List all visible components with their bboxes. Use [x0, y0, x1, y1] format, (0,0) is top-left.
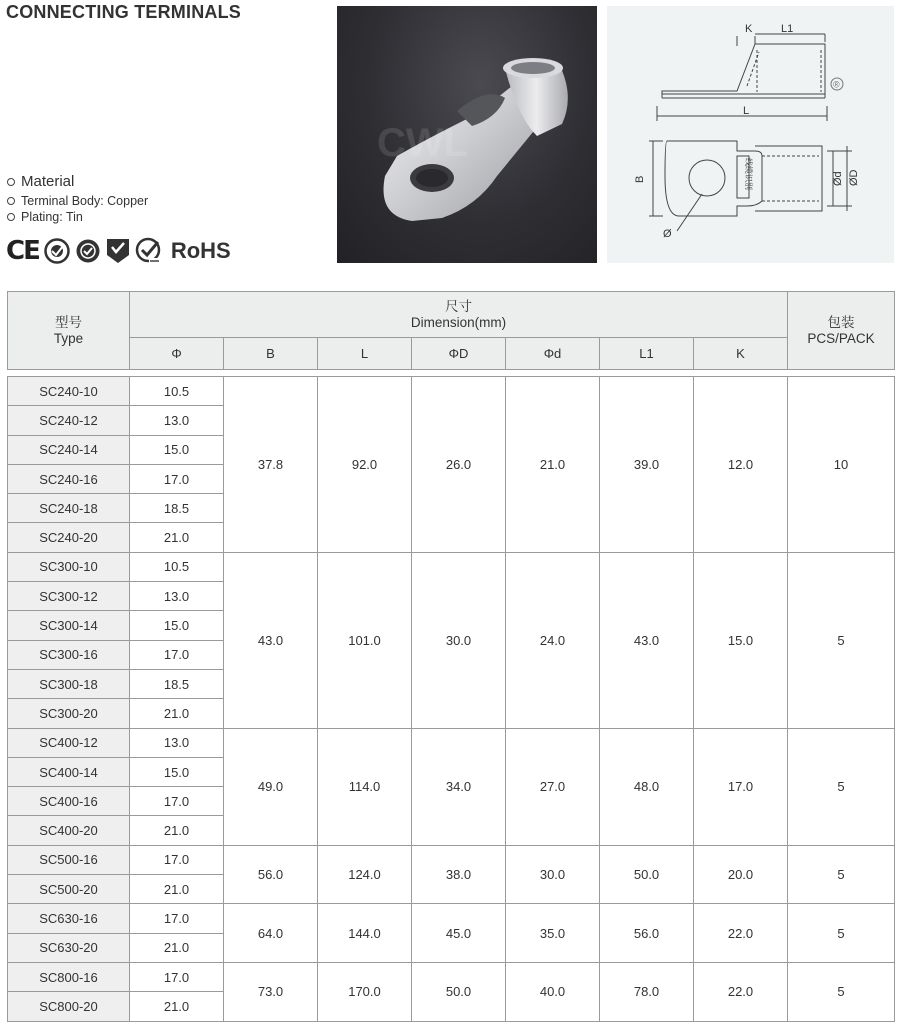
cell-type: SC240-16	[8, 464, 130, 493]
cell-k: 22.0	[694, 904, 788, 963]
table-header	[8, 292, 895, 377]
material-item-body: Terminal Body: Copper	[21, 194, 149, 208]
material-list	[7, 173, 148, 226]
cell-phi: 13.0	[130, 582, 224, 611]
cell-phi: 21.0	[130, 699, 224, 728]
cell-phi-d: 21.0	[506, 377, 600, 553]
table-body	[8, 377, 895, 1022]
quality-seal-logo	[75, 238, 101, 264]
cell-type: SC500-16	[8, 845, 130, 874]
cell-b: 43.0	[224, 552, 318, 728]
page-title: CONNECTING TERMINALS	[6, 2, 241, 22]
cell-phi: 18.5	[130, 669, 224, 698]
label-b: B	[634, 175, 646, 183]
cell-pack: 5	[788, 962, 895, 1021]
cell-type: SC400-14	[8, 757, 130, 786]
cell-type: SC300-20	[8, 699, 130, 728]
bullet-icon	[7, 213, 15, 221]
label-phi-d-small: Ød	[832, 171, 844, 186]
cell-l: 124.0	[318, 845, 412, 904]
cell-phi: 21.0	[130, 933, 224, 962]
cell-type: SC300-14	[8, 611, 130, 640]
cell-phi: 13.0	[130, 406, 224, 435]
cell-type: SC500-20	[8, 875, 130, 904]
material-item	[7, 210, 148, 224]
cell-phi: 17.0	[130, 845, 224, 874]
rohs-logo: RoHS	[170, 238, 231, 263]
label-l1: L1	[781, 23, 794, 35]
table-row	[8, 728, 895, 757]
cell-k: 17.0	[694, 728, 788, 845]
cell-l: 92.0	[318, 377, 412, 553]
material-item-plating: Plating: Tin	[21, 210, 83, 224]
cell-type: SC400-12	[8, 728, 130, 757]
cell-phi: 10.5	[130, 552, 224, 581]
cell-l1: 78.0	[600, 962, 694, 1021]
cell-l: 170.0	[318, 962, 412, 1021]
cell-pack: 5	[788, 904, 895, 963]
watermark-logo: CWL	[377, 121, 469, 165]
cell-type: SC400-20	[8, 816, 130, 845]
cell-type: SC630-16	[8, 904, 130, 933]
cell-phi-d: 24.0	[506, 552, 600, 728]
cell-k: 20.0	[694, 845, 788, 904]
cell-l1: 43.0	[600, 552, 694, 728]
cell-phi-d: 30.0	[506, 845, 600, 904]
cell-phi-D: 34.0	[412, 728, 506, 845]
cell-phi: 17.0	[130, 640, 224, 669]
dimension-header-cn: 尺寸	[445, 298, 472, 314]
ce-mark-logo: CE	[6, 236, 39, 266]
label-l: L	[743, 105, 750, 117]
cell-phi: 17.0	[130, 962, 224, 991]
cell-k: 22.0	[694, 962, 788, 1021]
certification-logos	[6, 236, 236, 266]
cell-l: 114.0	[318, 728, 412, 845]
product-photo	[337, 6, 597, 263]
cell-b: 56.0	[224, 845, 318, 904]
cell-phi-D: 50.0	[412, 962, 506, 1021]
spec-table	[7, 291, 895, 1022]
cell-pack: 5	[788, 552, 895, 728]
cell-phi-d: 27.0	[506, 728, 600, 845]
column-header-b: B	[224, 338, 318, 370]
cell-phi: 15.0	[130, 757, 224, 786]
cell-k: 15.0	[694, 552, 788, 728]
table-row	[8, 377, 895, 406]
cell-type: SC300-12	[8, 582, 130, 611]
cell-phi: 10.5	[130, 377, 224, 406]
cell-type: SC800-20	[8, 992, 130, 1021]
table-row	[8, 904, 895, 933]
cell-phi-d: 40.0	[506, 962, 600, 1021]
label-phi-hole: Ø	[663, 228, 672, 240]
cell-b: 73.0	[224, 962, 318, 1021]
cell-type: SC400-16	[8, 787, 130, 816]
pack-header	[788, 292, 895, 370]
ccc-logo	[44, 238, 70, 264]
type-header-en: Type	[53, 330, 84, 346]
table-row	[8, 845, 895, 874]
column-header-phi-d: Φd	[506, 338, 600, 370]
cell-l1: 39.0	[600, 377, 694, 553]
cell-pack: 5	[788, 728, 895, 845]
cell-phi-D: 30.0	[412, 552, 506, 728]
cell-phi-d: 35.0	[506, 904, 600, 963]
cell-l: 144.0	[318, 904, 412, 963]
table-row	[8, 552, 895, 581]
cell-type: SC300-16	[8, 640, 130, 669]
cell-phi-D: 26.0	[412, 377, 506, 553]
cell-l1: 56.0	[600, 904, 694, 963]
pack-header-cn: 包装	[827, 314, 855, 330]
cell-phi: 21.0	[130, 523, 224, 552]
type-header	[8, 292, 130, 370]
cell-type: SC240-18	[8, 494, 130, 523]
material-heading: Material	[21, 173, 75, 190]
cell-l: 101.0	[318, 552, 412, 728]
table-row	[8, 962, 895, 991]
terminal-lug-image	[337, 6, 597, 263]
material-item	[7, 194, 148, 208]
cell-phi-D: 45.0	[412, 904, 506, 963]
cell-pack: 5	[788, 845, 895, 904]
column-header-l: L	[318, 338, 412, 370]
dimension-header	[130, 292, 788, 338]
sgs-check-logo	[135, 237, 163, 265]
cell-b: 49.0	[224, 728, 318, 845]
bullet-icon	[7, 178, 15, 186]
cell-b: 64.0	[224, 904, 318, 963]
cell-phi: 15.0	[130, 435, 224, 464]
technical-drawing	[607, 6, 894, 263]
cell-type: SC800-16	[8, 962, 130, 991]
cell-phi: 21.0	[130, 992, 224, 1021]
cell-phi: 17.0	[130, 787, 224, 816]
type-header-cn: 型号	[55, 314, 82, 330]
bullet-icon	[7, 197, 15, 205]
pack-header-en: PCS/PACK	[807, 330, 875, 346]
cell-type: SC300-18	[8, 669, 130, 698]
material-heading-row	[7, 173, 148, 190]
label-k: K	[745, 23, 753, 35]
cell-phi: 21.0	[130, 875, 224, 904]
dimension-drawing	[607, 6, 894, 263]
cell-b: 37.8	[224, 377, 318, 553]
column-header-l1: L1	[600, 338, 694, 370]
cqc-badge-logo	[106, 238, 130, 264]
cell-type: SC300-10	[8, 552, 130, 581]
cell-type: SC240-14	[8, 435, 130, 464]
cell-type: SC630-20	[8, 933, 130, 962]
cell-type: SC240-10	[8, 377, 130, 406]
column-header-phi-D: ΦD	[412, 338, 506, 370]
label-sleeve: 线缆识别	[744, 158, 753, 190]
column-header-phi: Φ	[130, 338, 224, 370]
cell-k: 12.0	[694, 377, 788, 553]
label-phi-d-large: ØD	[848, 169, 860, 186]
cell-phi: 13.0	[130, 728, 224, 757]
dimension-header-en: Dimension(mm)	[410, 314, 507, 330]
cell-phi: 17.0	[130, 464, 224, 493]
cell-l1: 50.0	[600, 845, 694, 904]
cell-type: SC240-20	[8, 523, 130, 552]
registered-mark: ®	[833, 79, 840, 90]
cell-phi-D: 38.0	[412, 845, 506, 904]
cell-type: SC240-12	[8, 406, 130, 435]
cell-phi: 18.5	[130, 494, 224, 523]
cell-phi: 17.0	[130, 904, 224, 933]
cell-phi: 15.0	[130, 611, 224, 640]
cell-l1: 48.0	[600, 728, 694, 845]
column-header-k: K	[694, 338, 788, 370]
cell-pack: 10	[788, 377, 895, 553]
cell-phi: 21.0	[130, 816, 224, 845]
